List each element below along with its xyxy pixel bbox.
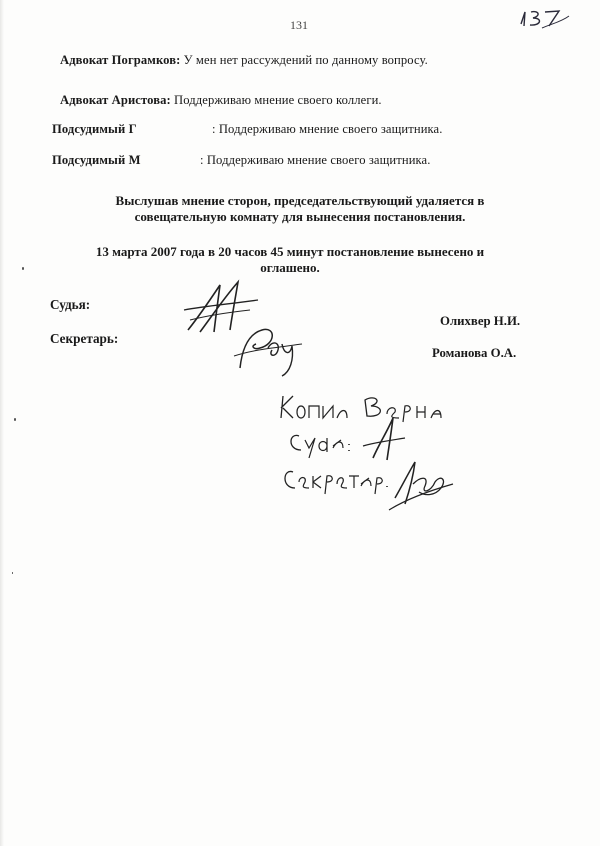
speaker-4: Подсудимый М: [52, 153, 141, 167]
speech-4: : Поддерживаю мнение своего защитника.: [200, 153, 431, 167]
scan-speck: [14, 418, 16, 421]
announcement-line-2: оглашено.: [260, 260, 320, 275]
secretary-signature: [232, 320, 312, 380]
statement-paragraph: [40, 193, 560, 225]
judge-name: Олихвер Н.И.: [440, 314, 521, 328]
judge-label: Судья:: [50, 297, 91, 312]
statement-line-1: Выслушав мнение сторон, председательствующий удаляется в: [115, 193, 485, 208]
announcement-line-1: 13 марта 2007 года в 20 часов 45 минут постановление вынесено и: [95, 244, 485, 259]
speaker-3: Подсудимый Г: [52, 122, 137, 136]
dialogue-line-1: [60, 53, 428, 68]
speaker-1: Адвокат Пограмков:: [60, 53, 181, 67]
speaker-2: Адвокат Аристова:: [60, 93, 171, 107]
handwritten-certification: [275, 388, 475, 528]
speech-2: Поддерживаю мнение своего коллеги.: [170, 93, 382, 107]
handwritten-sheet-number: [515, 4, 575, 30]
dialogue-line-2: [60, 93, 382, 108]
speech-3: : Поддерживаю мнение своего защитника.: [212, 122, 443, 136]
scan-speck: [22, 267, 24, 270]
page-number: 131: [290, 18, 308, 32]
secretary-label: Секретарь:: [50, 331, 119, 346]
secretary-name: Романова О.А.: [432, 346, 517, 360]
dialogue-line-4: [52, 153, 431, 168]
announcement-paragraph: [30, 244, 550, 276]
speech-1: У мен нет рассуждений по данному вопросу.: [180, 53, 428, 67]
statement-line-2: совещательную комнату для вынесения постановления.: [134, 209, 466, 224]
scan-speck: [12, 572, 13, 574]
dialogue-line-3: [52, 122, 443, 137]
